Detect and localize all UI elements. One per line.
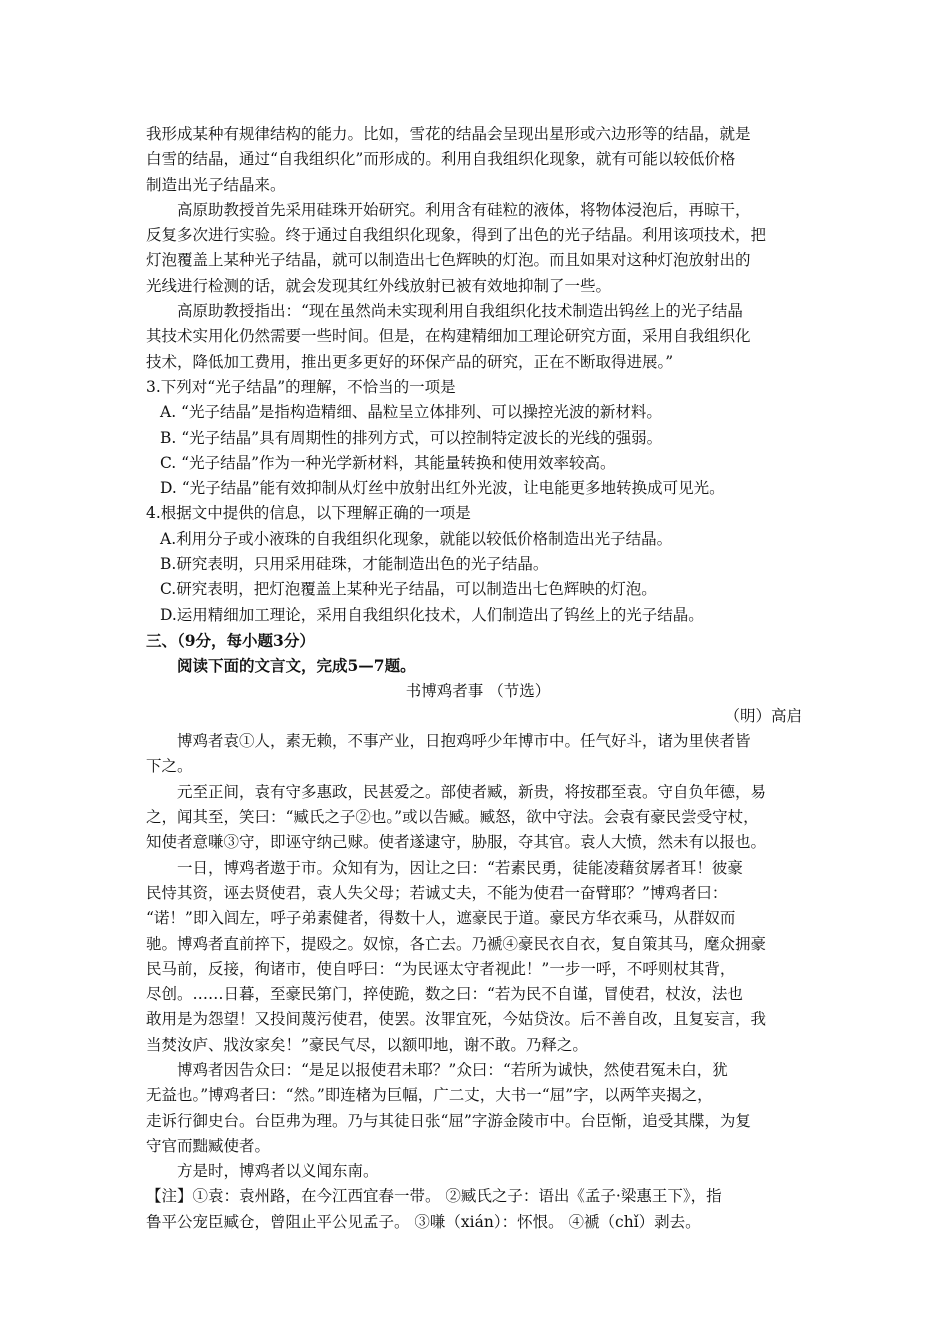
text-line: 之，闻其至，笑曰：“臧氏之子②也。”或以告臧。臧怒，欲中守法。会袁有豪民尝受守杖，	[146, 808, 759, 827]
classical-paragraph-2	[146, 780, 810, 856]
article-author: （明）高启	[724, 706, 802, 725]
text-line: 走诉行御史台。台臣弗为理。乃与其徒日张“屈”字游金陵市中。台臣惭，追受其牒，为复	[146, 1111, 751, 1130]
text-line: 民马前，反接，徇诸市，使自呼曰：“为民诬太守者视此！”一步一呼，不呼则杖其背，	[146, 959, 736, 978]
text-line: 知使者意嗛③守，即诬守纳己赇。使者遂逮守，胁服，夺其官。袁人大愤，然未有以报也。	[146, 833, 767, 852]
text-line: 反复多次进行实验。终于通过自我组织化现象，得到了出色的光子结晶。利用该项技术，把	[146, 226, 767, 245]
text-line: 高原助教授首先采用硅珠开始研究。利用含有硅粒的液体，将物体浸泡后，再晾干，	[177, 200, 751, 219]
text-line: 元至正间，袁有守多惠政，民甚爱之。部使者臧，新贵，将按郡至袁。守自负年德，易	[177, 782, 767, 801]
text-line: 无益也。”博鸡者曰：“然。”即连楮为巨幅，广二丈，大书一“屈”字，以两竿夹揭之，	[146, 1086, 713, 1105]
article-title: 书博鸡者事 （节选）	[405, 681, 551, 700]
section-heading: 三、（9分，每小题3分）	[146, 630, 315, 650]
option-c: C.研究表明，把灯泡覆盖上某种光子结晶，可以制造出七色辉映的灯泡。	[160, 580, 657, 599]
text-line: 驰。博鸡者直前捽下，提殴之。奴惊，各亡去。乃褫④豪民衣自衣，复自策其马，麾众拥豪	[146, 934, 767, 953]
text-line: 尽创。……日暮，至豪民第门，捽使跪，数之曰：“若为民不自谨，冒使君，杖汝，法也	[146, 985, 743, 1004]
section-3	[146, 628, 810, 729]
passage-paragraph-3	[146, 299, 810, 375]
text-line: 博鸡者袁①人，素无赖，不事产业，日抱鸡呼少年博市中。任气好斗，诸为里侠者皆	[177, 732, 751, 751]
classical-paragraph-3	[146, 856, 810, 1058]
text-line: 白雪的结晶，通过“自我组织化”而形成的。利用自我组织化现象，就有可能以较低价格	[146, 150, 736, 169]
passage-paragraph-1	[146, 122, 810, 198]
passage-paragraph-2	[146, 198, 810, 299]
option-d: D. “光子结晶”能有效抑制从灯丝中放射出红外光波，让电能更多地转换成可见光。	[160, 479, 725, 498]
text-line: 高原助教授指出：“现在虽然尚未实现利用自我组织化技术制造出钨丝上的光子结晶	[177, 302, 743, 321]
note-line: 【注】①袁：袁州路，在今江西宜春一带。 ②臧氏之子：语出《孟子·梁惠王下》，指	[146, 1187, 722, 1206]
text-line: 一日，博鸡者遨于市。众知有为，因让之曰：“若素民勇，徒能凌藉贫孱者耳！彼豪	[177, 858, 743, 877]
text-line: 敢用是为怨望！又投间蔑污使君，使罢。汝罪宜死，今姑贷汝。后不善自改，且复妄言，我	[146, 1010, 767, 1029]
text-line: 灯泡覆盖上某种光子结晶，就可以制造出七色辉映的灯泡。而且如果对这种灯泡放射出的	[146, 251, 751, 270]
text-line: 博鸡者因告众曰：“是足以报使君未耶？”众曰：“若所为诚快，然使君冤未白，犹	[177, 1060, 728, 1079]
option-a: A. “光子结晶”是指构造精细、晶粒呈立体排列、可以操控光波的新材料。	[160, 403, 662, 422]
annotation-notes	[146, 1184, 810, 1235]
question-stem: 3.下列对“光子结晶”的理解，不恰当的一项是	[146, 377, 456, 396]
text-line: 我形成某种有规律结构的能力。比如，雪花的结晶会呈现出星形或六边形等的结晶，就是	[146, 125, 751, 143]
text-line: 技术，降低加工费用，推出更多更好的环保产品的研究，正在不断取得进展。”	[146, 352, 674, 371]
text-line: 光线进行检测的话，就会发现其红外线放射已被有效地抑制了一些。	[146, 276, 612, 295]
question-stem: 4.根据文中提供的信息，以下理解正确的一项是	[146, 504, 471, 523]
option-b: B.研究表明，只用采用硅珠，才能制造出色的光子结晶。	[160, 555, 549, 574]
text-line: 其技术实用化仍然需要一些时间。但是，在构建精细加工理论研究方面，采用自我组织化	[146, 327, 751, 346]
text-line: 当焚汝庐、戕汝家矣！”豪民气尽，以额叩地，谢不敢。乃释之。	[146, 1035, 588, 1054]
text-line: “诺！”即入闾左，呼子弟素健者，得数十人，遮豪民于道。豪民方华衣乘马，从群奴而	[146, 909, 736, 928]
text-line: 民恃其资，诬去贤使君，袁人失父母；若诚丈夫，不能为使君一奋臂耶？”博鸡者曰：	[146, 883, 728, 902]
classical-paragraph-4	[146, 1058, 810, 1159]
text-line: 下之。	[146, 757, 193, 776]
classical-paragraph-5	[146, 1159, 810, 1184]
text-line: 守官而黜臧使者。	[146, 1136, 271, 1155]
text-line: 方是时，博鸡者以义闻东南。	[177, 1162, 379, 1181]
option-c: C. “光子结晶”作为一种光学新材料，其能量转换和使用效率较高。	[160, 453, 616, 472]
question-3	[146, 375, 810, 501]
option-b: B. “光子结晶”具有周期性的排列方式，可以控制特定波长的光线的强弱。	[160, 428, 663, 447]
option-d: D.运用精细加工理论，采用自我组织化技术，人们制造出了钨丝上的光子结晶。	[160, 605, 704, 624]
section-instruction: 阅读下面的文言文，完成5—7题。	[177, 656, 416, 676]
note-line: 鲁平公宠臣臧仓，曾阻止平公见孟子。 ③嗛（xián）：怀恨。 ④褫（chǐ）剥去。	[146, 1212, 701, 1231]
text-line: 制造出光子结晶来。	[146, 175, 286, 194]
question-4	[146, 501, 810, 627]
option-a: A.利用分子或小液珠的自我组织化现象，就能以较低价格制造出光子结晶。	[160, 529, 673, 548]
classical-paragraph-1	[146, 729, 810, 780]
